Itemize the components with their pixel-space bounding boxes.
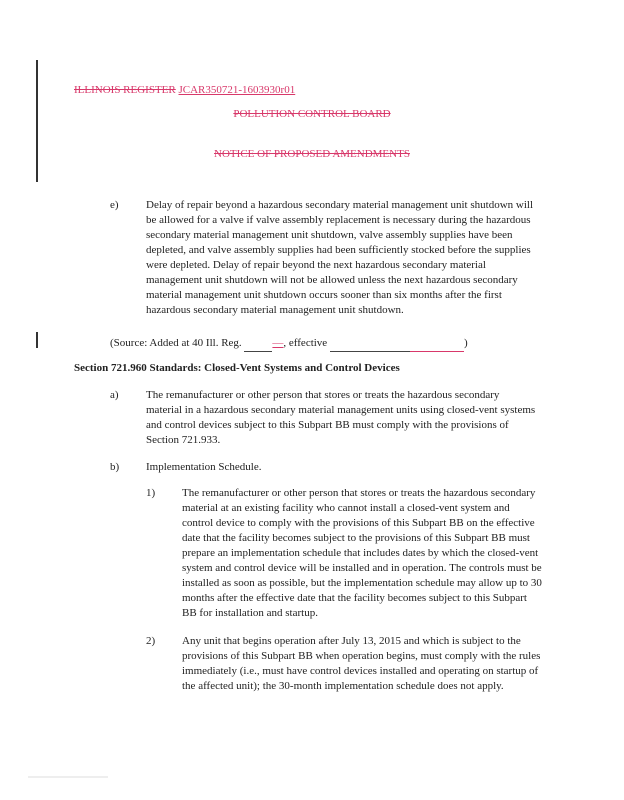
- para-b-text: Implementation Schedule.: [146, 461, 262, 473]
- effective-blank: [330, 336, 410, 352]
- register-header: [74, 84, 295, 96]
- revision-bar-top: [36, 60, 38, 182]
- board-title: POLLUTION CONTROL BOARD: [233, 108, 391, 120]
- effective-blank-red: [410, 336, 464, 352]
- source-line: [110, 336, 468, 352]
- jcar-code: JCAR350721-1603930r01: [178, 84, 296, 96]
- para-a-label: a): [110, 389, 119, 401]
- para-e-label: e): [110, 199, 119, 211]
- source-dash: —: [272, 337, 284, 349]
- register-title: ILLINOIS REGISTER: [74, 84, 176, 96]
- page-footer-mark: [28, 776, 108, 778]
- source-close: ): [463, 337, 468, 349]
- para-b1-text: The remanufacturer or other person that stores or treats the hazardous secondary material at an existing facility who cannot install a closed-vent system and control device to comply with the provisions of this Subpart BB on the effective date that the facility becomes subject to the provisions of this Subpart BB must prepare an implementation schedule that includes dates by which the closed-vent system and control device will be installed and in operation. The controls must be installed as soon as possible, but the implementation schedule may allow up to 30 months after the effective date that the facility becomes subject to this Subpart BB for installation and startup.: [182, 487, 542, 619]
- section-heading: Section 721.960 Standards: Closed-Vent Systems and Control Devices: [74, 362, 400, 374]
- revision-bar-source: [36, 332, 38, 348]
- para-a-text: The remanufacturer or other person that stores or treats the hazardous secondary material in a hazardous secondary material management units using closed-vent systems and control devices subject to this Subpart BB must comply with the provisions of Section 721.933.: [146, 389, 536, 446]
- para-b2-text: Any unit that begins operation after July 13, 2015 and which is subject to the provisions of this Subpart BB when operation begins, must comply with the rules immediately (i.e., must have control devices installed and operating on startup of the affected unit); the 30-month implementation schedule does not apply.: [182, 635, 541, 692]
- notice-title: NOTICE OF PROPOSED AMENDMENTS: [214, 148, 410, 160]
- para-b-label: b): [110, 461, 120, 473]
- para-b1-label: 1): [146, 487, 156, 499]
- reg-blank: [244, 336, 272, 352]
- para-e-text: Delay of repair beyond a hazardous secondary material management unit shutdown will be allowed for a valve if valve assembly replacement is necessary during the hazardous secondary material management unit shutdown, valve assembly supplies have been depleted, and valve assembly supplies had been sufficiently stocked before the supplies were depleted. Delay of repair beyond the next hazardous secondary material management unit shutdown will not be allowed unless the next hazardous secondary material management unit shutdown occurs sooner than six months after the first hazardous secondary material management unit shutdown.: [146, 199, 534, 316]
- source-effective: , effective: [283, 337, 328, 349]
- para-b2-label: 2): [146, 635, 156, 647]
- source-prefix: (Source: Added at 40 Ill. Reg.: [110, 337, 242, 349]
